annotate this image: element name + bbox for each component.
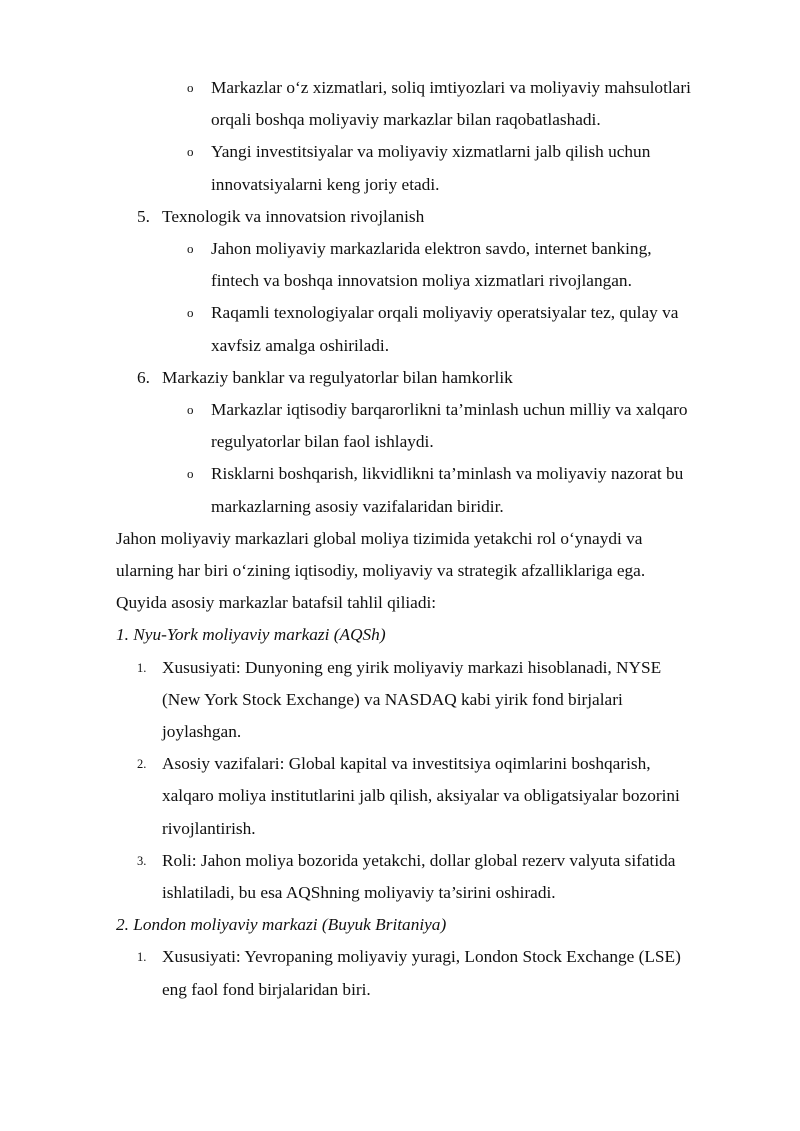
bullet-marker: o <box>187 144 194 160</box>
numbered-item-text: Asosiy vazifalari: Global kapital va investitsiya oqimlarini boshqarish, <box>162 754 651 774</box>
numbered-item-text: joylashgan. <box>162 722 242 742</box>
bullet-marker: o <box>187 402 194 418</box>
bullet-text: Yangi investitsiyalar va moliyaviy xizmatlarni jalb qilish uchun <box>211 142 651 162</box>
numbered-item-text: rivojlantirish. <box>162 818 256 838</box>
bullet-marker: o <box>187 466 194 482</box>
numbered-heading-text: Texnologik va innovatsion rivojlanish <box>162 206 425 226</box>
bullet-item <box>0 394 800 426</box>
body-paragraph-line: Quyida asosiy markazlar batafsil tahlil qiliadi: <box>116 593 437 613</box>
bullet-marker: o <box>187 305 194 321</box>
bullet-text: Raqamli texnologiyalar orqali moliyaviy operatsiyalar tez, qulay va <box>211 303 679 323</box>
numbered-item-text: Xususiyati: Yevropaning moliyaviy yuragi, London Stock Exchange (LSE) <box>162 947 681 967</box>
body-paragraph-line: Jahon moliyaviy markazlari global moliya tizimida yetakchi rol o‘ynaydi va <box>116 528 643 548</box>
bullet-text: orqali boshqa moliyaviy markazlar bilan raqobatlashadi. <box>211 110 601 130</box>
bullet-item <box>0 233 800 265</box>
bullet-item <box>0 72 800 104</box>
section-heading: 2. London moliyaviy markazi (Buyuk Britaniya) <box>116 915 447 935</box>
bullet-text: fintech va boshqa innovatsion moliya xizmatlari rivojlangan. <box>211 271 632 291</box>
numbered-item-text: Roli: Jahon moliya bozorida yetakchi, dollar global rezerv valyuta sifatida <box>162 850 676 870</box>
bullet-item <box>0 297 800 329</box>
numbered-item-text: ishlatiladi, bu esa AQShning moliyaviy ta’sirini oshiradi. <box>162 883 556 903</box>
bullet-text: Markazlar iqtisodiy barqarorlikni ta’minlash uchun milliy va xalqaro <box>211 400 688 420</box>
list-number: 1. <box>137 660 147 675</box>
bullet-item <box>0 136 800 168</box>
numbered-heading <box>0 201 800 233</box>
list-number: 3. <box>137 853 147 868</box>
numbered-item <box>0 748 800 780</box>
numbered-item-text: eng faol fond birjalaridan biri. <box>162 979 371 999</box>
bullet-text: markazlarning asosiy vazifalaridan biridir. <box>211 496 504 516</box>
numbered-item <box>0 652 800 684</box>
section-heading: 1. Nyu-York moliyaviy markazi (AQSh) <box>116 625 386 645</box>
numbered-item <box>0 845 800 877</box>
numbered-heading-text: Markaziy banklar va regulyatorlar bilan hamkorlik <box>162 367 513 387</box>
body-paragraph-line: ularning har biri o‘zining iqtisodiy, moliyaviy va strategik afzalliklariga ega. <box>116 561 646 581</box>
numbered-item-text: Xususiyati: Dunyoning eng yirik moliyaviy markazi hisoblanadi, NYSE <box>162 657 662 677</box>
bullet-text: regulyatorlar bilan faol ishlaydi. <box>211 432 434 452</box>
bullet-item <box>0 458 800 490</box>
bullet-text: Markazlar o‘z xizmatlari, soliq imtiyozlari va moliyaviy mahsulotlari <box>211 78 691 97</box>
list-number: 2. <box>137 757 147 772</box>
list-number: 6. <box>137 367 150 387</box>
numbered-heading <box>0 362 800 394</box>
list-number: 5. <box>137 206 150 226</box>
list-number: 1. <box>137 950 147 965</box>
bullet-text: Jahon moliyaviy markazlarida elektron savdo, internet banking, <box>211 239 652 259</box>
bullet-text: Risklarni boshqarish, likvidlikni ta’minlash va moliyaviy nazorat bu <box>211 464 684 484</box>
bullet-text: innovatsiyalarni keng joriy etadi. <box>211 174 440 194</box>
bullet-marker: o <box>187 241 194 257</box>
numbered-item-text: xalqaro moliya institutlarini jalb qilish, aksiyalar va obligatsiyalar bozorini <box>162 786 680 806</box>
bullet-text: xavfsiz amalga oshiriladi. <box>211 335 390 355</box>
numbered-item <box>0 941 800 973</box>
numbered-item-text: (New York Stock Exchange) va NASDAQ kabi yirik fond birjalari <box>162 689 623 709</box>
bullet-marker: o <box>187 80 194 95</box>
